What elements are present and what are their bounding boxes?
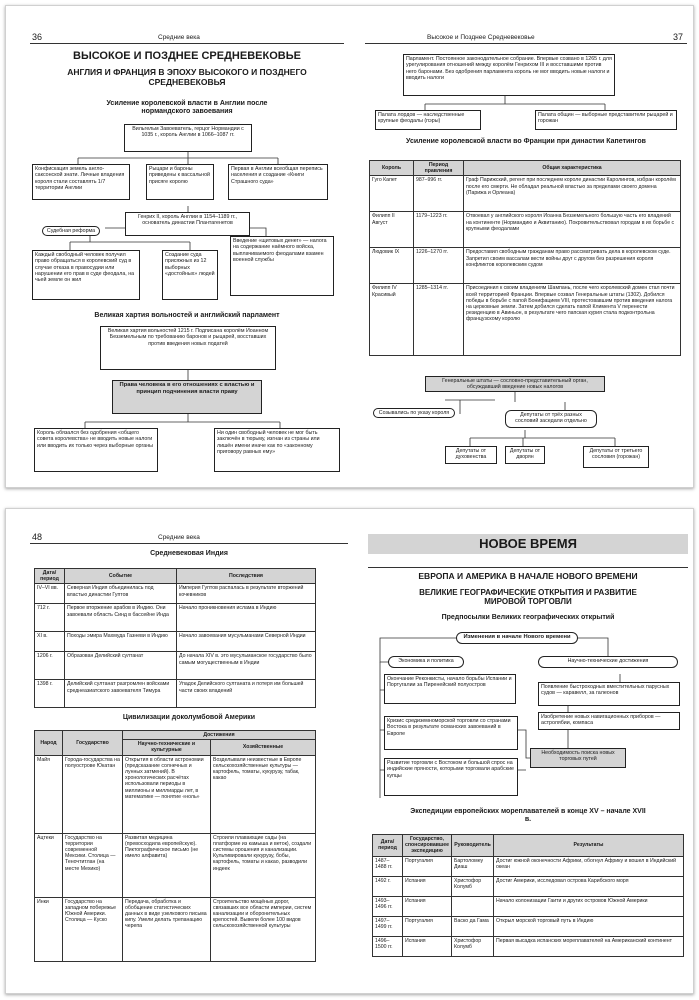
- table-row: [35, 833, 316, 897]
- cell: Достиг Америки, исследовал острова Карибского моря: [494, 876, 684, 896]
- henry-result-3: Введение «щитовых денег» — налога на содержание наёмного войска, выплачиваемого феодалами взамен военной службы: [230, 236, 334, 296]
- col-economy: Хозяйственные: [211, 740, 316, 755]
- running-header: [30, 30, 344, 44]
- cell: Развитая медицина (превосходила европейскую). Пиктографическое письмо (не имело алфавита): [123, 833, 211, 897]
- divider: [368, 567, 688, 568]
- magna-carta-heading: Великая хартия вольностей и английский парламент: [94, 312, 280, 319]
- henry-box: Генрих II, король Англии в 1154–1189 гг., основатель династии Плантагенетов: [125, 212, 250, 236]
- cell: Майя: [35, 755, 63, 833]
- cell: Первое вторжение арабов в Индию. Они завоевали область Синд в бассейне Инда: [65, 604, 177, 632]
- expeditions-table: [372, 834, 684, 957]
- cell: Филипп IV Красивый: [370, 284, 414, 356]
- capetian-table: [369, 160, 681, 356]
- cell: Начало колонизации Гаити и других островов Южной Америки: [494, 896, 684, 916]
- cell: Государство на территории современной Мексики. Столица — Теночтитлан (на месте Мехико): [63, 833, 123, 897]
- cell: 1206 г.: [35, 652, 65, 680]
- running-title: Средние века: [158, 34, 200, 41]
- tech-item-1: Появление быстроходных вместительных парусных судов — каравелл, за галеонов: [538, 682, 680, 706]
- table-row: [373, 876, 684, 896]
- page-49: [368, 530, 688, 988]
- cell: Ацтеки: [35, 833, 63, 897]
- parliament-box: Парламент. Постоянное законодательное собрание. Впервые созвано в 1265 г. для урегулирования отношений между королём Генрихом III и восставшими против него баронами. Без одобрения парламента король не мог вводить новые налоги и вводить налоги: [403, 54, 615, 96]
- william-result-3: Первая в Англии всеобщая перепись населения и создание «Книги Страшного суда»: [228, 164, 328, 200]
- india-heading: Средневековая Индия: [150, 550, 228, 557]
- cell: 1285–1314 гг.: [414, 284, 464, 356]
- cell: Испания: [403, 876, 452, 896]
- america-heading: Цивилизации доколумбовой Америки: [122, 714, 256, 721]
- page-36: [30, 30, 344, 482]
- col-event: Событие: [65, 569, 177, 584]
- cell: Образован Делийский султанат: [65, 652, 177, 680]
- expeditions-heading: Экспедиции европейских мореплавателей в конце XV – начале XVII в.: [410, 808, 646, 824]
- cell: XI в.: [35, 632, 65, 652]
- col-characteristic: Общая характеристика: [464, 161, 681, 176]
- cell: Филипп II Август: [370, 212, 414, 248]
- table-row: [373, 856, 684, 876]
- prerequisites-heading: Предпосылки Великих географических открытий: [441, 614, 615, 621]
- running-header: [365, 30, 687, 44]
- house-of-commons: Палата общин — выборные представители рыцарей и горожан: [535, 110, 677, 130]
- econ-item-1: Окончание Реконкисты, начало борьбы Испании и Португалии за Пиренейский полуостров: [384, 674, 516, 704]
- col-achievements: Достижения: [123, 731, 316, 740]
- table-row: [370, 212, 681, 248]
- cell: Империя Гуптов распалась в результате вторжений кочевников: [177, 584, 316, 604]
- deputies-clergy: Депутаты от духовенства: [445, 446, 497, 464]
- cell: Упадок Делийского султаната и потеря им большей части своих владений: [177, 680, 316, 708]
- econ-item-2: Кризис средиземноморской торговли со странами Востока в результате османских завоеваний в Европе: [384, 716, 518, 750]
- cell: Отвоевал у английского короля Иоанна Безземельного большую часть его владений на континенте (Нормандию и Аквитанию). Покровительствовал городам в их борьбе с крупными феодалами: [464, 212, 681, 248]
- magna-carta-box: Великая хартия вольностей 1215 г. Подписана королём Иоанном Безземельным по требованию баронов и рыцарей, восставших против введения новых податей: [100, 326, 276, 370]
- estates-general-box: Генеральные штаты — сословно-представительный орган, обсуждавший введение новых налогов: [425, 376, 605, 392]
- william-result-2: Рыцари и бароны приведены к вассальной присяге королю: [146, 164, 214, 200]
- henry-result-1: Каждый свободный человек получил право обращаться в королевский суд в случае отказа в правосудии или нарушении его прав в суде феодала, на чьей земле он жил: [32, 250, 140, 300]
- running-title: Высокое и Позднее Средневековье: [427, 34, 535, 41]
- cell: 1179–1223 гг.: [414, 212, 464, 248]
- cell: Португалия: [403, 856, 452, 876]
- cell: 1492 г.: [373, 876, 403, 896]
- section-subtitle: АНГЛИЯ И ФРАНЦИЯ В ЭПОХУ ВЫСОКОГО И ПОЗДНЕГО СРЕДНЕВЕКОВЬЯ: [67, 67, 307, 87]
- cell: Васко да Гама: [452, 916, 494, 936]
- econ-politics-box: Экономика и политика: [388, 656, 464, 668]
- need-new-routes: Необходимость поиска новых торговых путей: [530, 748, 626, 768]
- rights-box: Права человека в его отношениях с властью и принцип подчинения власти праву: [112, 380, 262, 414]
- william-box: Вильгельм Завоеватель, герцог Нормандии с 1035 г., король Англии в 1066–1087 гг.: [124, 124, 252, 152]
- deputies-note: Депутаты от трёх разных сословий заседали отдельно: [505, 410, 597, 428]
- col-consequences: Последствия: [177, 569, 316, 584]
- judicial-reform: Судебная реформа: [42, 226, 100, 236]
- econ-item-3: Развитие торговли с Востоком и большой спрос на индийские пряности, которыми торговали арабские купцы: [384, 758, 518, 796]
- table-row: [370, 284, 681, 356]
- cell: Открыл морской торговый путь в Индию: [494, 916, 684, 936]
- cell: Открытия в области астрономии (предсказание солнечных и лунных затмений). В хронологических расчётах использовали периоды в миллионы и миллиарды лет, в математике — понятие «ноль»: [123, 755, 211, 833]
- cell: Походы эмира Махмуда Газневи в Индию: [65, 632, 177, 652]
- america-table: [34, 730, 316, 962]
- cell: Строили плавающие сады (на платформе из камыша и веток), создали системы орошения и канализации. Культивировали кукурузу, бобы, картофель, томаты и какао, разводили индеек: [211, 833, 316, 897]
- diagram-heading: Усиление королевской власти в Англии после нормандского завоевания: [106, 100, 268, 116]
- section-subtitle: ВЕЛИКИЕ ГЕОГРАФИЧЕСКИЕ ОТКРЫТИЯ И РАЗВИТИЕ МИРОВОЙ ТОРГОВЛИ: [419, 588, 637, 607]
- cell: Испания: [403, 896, 452, 916]
- cell: IV–VI вв.: [35, 584, 65, 604]
- cell: Христофор Колумб: [452, 936, 494, 956]
- india-table: [34, 568, 316, 708]
- table-row: [370, 176, 681, 212]
- cell: Государство на западном побережье Южной Америки. Столица — Куско: [63, 897, 123, 961]
- cell: 987–996 гг.: [414, 176, 464, 212]
- cell: Португалия: [403, 916, 452, 936]
- table-row: [35, 604, 316, 632]
- cell: Города-государства на полуострове Юкатан: [63, 755, 123, 833]
- page-37: [365, 30, 687, 482]
- col-date: Дата/ период: [35, 569, 65, 584]
- convened-note: Созывались по указу короля: [373, 408, 455, 418]
- house-of-lords: Палата лордов — наследственные крупные феодалы (пэры): [375, 110, 481, 130]
- col-state: Государство: [63, 731, 123, 756]
- henry-result-2: Создание суда присяжных из 12 выборных «достойных» людей: [162, 250, 218, 300]
- magna-result-1: Король обязался без одобрения «общего совета королевства» не вводить новые налоги или вводить их только через выборные органы: [34, 428, 158, 472]
- page-number: 48: [32, 532, 43, 542]
- section-title: ВЫСОКОЕ И ПОЗДНЕЕ СРЕДНЕВЕКОВЬЕ: [73, 50, 301, 62]
- william-result-1: Конфискация земель англо-саксонской знати. Личные владения короля стали составлять 1/7 территории Англии: [32, 164, 130, 200]
- page-number: 36: [32, 32, 43, 42]
- col-period: Период правления: [414, 161, 464, 176]
- cell: 1226–1270 гг.: [414, 248, 464, 284]
- deputies-third-estate: Депутаты от третьего сословия (горожан): [583, 446, 649, 468]
- cell: 1487–1488 гг.: [373, 856, 403, 876]
- tech-item-2: Изобретение новых навигационных приборов — астролябии, компаса: [538, 712, 680, 730]
- page-number: 37: [672, 32, 683, 42]
- cell: Гуго Капет: [370, 176, 414, 212]
- col-date: Дата/ период: [373, 835, 403, 857]
- cell: Начало проникновения ислама в Индию: [177, 604, 316, 632]
- tech-box: Научно-технические достижения: [538, 656, 678, 668]
- cell: Северная Индия объединилась под властью династии Гуптов: [65, 584, 177, 604]
- col-king: Король: [370, 161, 414, 176]
- cell: 1493–1496 гг.: [373, 896, 403, 916]
- col-people: Народ: [35, 731, 63, 756]
- cell: Граф Парижский, регент при последнем короле династии Каролингов, избран королём после его смерти. Не обладал реальной властью за пределами своего домена (Парижа и Орлеана): [464, 176, 681, 212]
- cell: Передача, обработка и обобщение статистических данных в виде узелкового письма кипу. Умели делать трепанацию черепа: [123, 897, 211, 961]
- cell: Достиг южной оконечности Африки, обогнул Африку и вошел в Индийский океан: [494, 856, 684, 876]
- chapter-title: НОВОЕ ВРЕМЯ: [368, 534, 688, 554]
- cell: Первая высадка испанских мореплавателей на Американский континент: [494, 936, 684, 956]
- col-leader: Руководитель: [452, 835, 494, 857]
- table-row: [35, 632, 316, 652]
- france-heading: Усиление королевской власти во Франции при династии Капетингов: [406, 138, 646, 145]
- table-row: [35, 584, 316, 604]
- cell: Строительство мощёных дорог, связавших все области империи, систем канализации и оборонительных крепостей. Вывели более 100 видов сельскохозяйственной культуры: [211, 897, 316, 961]
- cell: Бартоломеу Диаш: [452, 856, 494, 876]
- cell: Присоединил к своим владениям Шампань, после чего королевский домен стал почти всей территорией Франции. Впервые созвал Генеральные штаты (1302). Добился победы в борьбе с папой Бонифацием VIII, протестовавшим против введения налога на церковные земли. Затем добился сделать папой Климента V перенести резиденцию в Авиньон, в результате чего папская курия стала подконтрольна французскому королю: [464, 284, 681, 356]
- table-row: [373, 936, 684, 956]
- cell: [452, 896, 494, 916]
- cell: Делийский султанат разгромлен войсками среднеазиатского завоевателя Тимура: [65, 680, 177, 708]
- section-title: ЕВРОПА И АМЕРИКА В НАЧАЛЕ НОВОГО ВРЕМЕНИ: [418, 571, 638, 581]
- cell: Инки: [35, 897, 63, 961]
- cell: Предоставил свободным гражданам право рассматривать дела в королевском суде. Запретил своим вассалам вести войны друг с другом без разрешения короля конфликтов королевским судом: [464, 248, 681, 284]
- cell: 1398 г.: [35, 680, 65, 708]
- table-row: [35, 652, 316, 680]
- table-row: [35, 897, 316, 961]
- table-row: [373, 896, 684, 916]
- magna-result-2: Ни один свободный человек не мог быть заключён в тюрьму, изгнан из страны или лишён имени иначе как по «законному приговору равных ему»: [214, 428, 340, 472]
- cell: 1497–1499 гг.: [373, 916, 403, 936]
- table-row: [35, 755, 316, 833]
- cell: Людовик IX: [370, 248, 414, 284]
- cell: 712 г.: [35, 604, 65, 632]
- cell: Возделывали неизвестные в Европе сельскохозяйственные культуры — картофель, томаты, кукурузу, табак, какао: [211, 755, 316, 833]
- col-science: Научно-технические и культурные: [123, 740, 211, 755]
- col-sponsor: Государство, спонсировавшее экспедицию: [403, 835, 452, 857]
- running-header: [30, 530, 348, 544]
- col-results: Результаты: [494, 835, 684, 857]
- cell: Христофор Колумб: [452, 876, 494, 896]
- cell: Начало завоевания мусульманами Северной Индии: [177, 632, 316, 652]
- running-title: Средние века: [158, 534, 200, 541]
- changes-box: Изменения в начале Нового времени: [456, 632, 578, 644]
- page-48: [30, 530, 348, 988]
- deputies-nobility: Депутаты от дворян: [505, 446, 545, 464]
- cell: Испания: [403, 936, 452, 956]
- table-row: [35, 680, 316, 708]
- table-row: [370, 248, 681, 284]
- table-row: [373, 916, 684, 936]
- cell: До начала XIV в. это мусульманское государство было самым могущественным в Индии: [177, 652, 316, 680]
- cell: 1496–1500 гг.: [373, 936, 403, 956]
